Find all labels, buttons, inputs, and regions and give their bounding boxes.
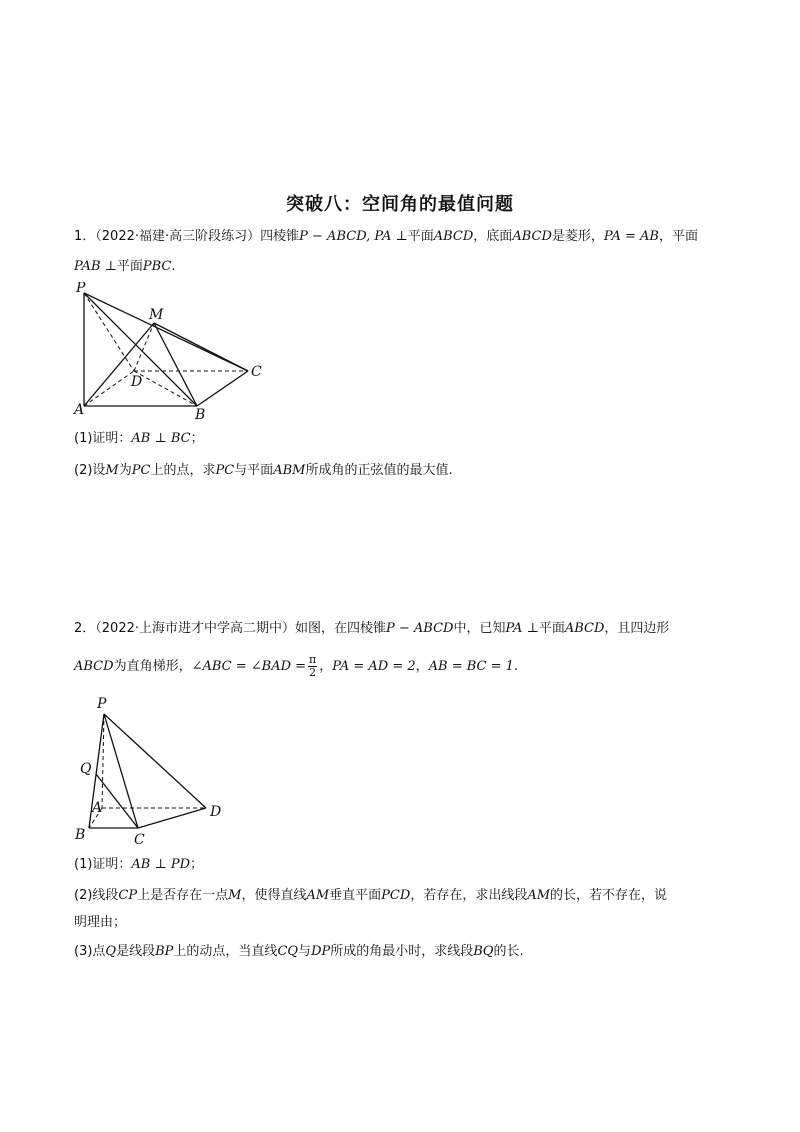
- q2-math: AB ⊥ PD: [131, 857, 191, 872]
- q2-text: 所成的角最小时，求线段: [330, 944, 474, 959]
- q1-math: P − ABCD, PA ⊥: [299, 229, 408, 244]
- q2-part-2: [74, 887, 667, 905]
- q1-text: ，底面: [473, 229, 513, 244]
- q2-text: ，: [415, 659, 429, 674]
- q1-label-D: D: [131, 374, 143, 390]
- q2-label-A: A: [92, 800, 103, 816]
- q2-label-B: B: [75, 827, 86, 843]
- q2-math: Q: [105, 944, 117, 959]
- q1-stem-line-2: [74, 258, 176, 276]
- q1-text: ，平面: [658, 229, 698, 244]
- q2-part1-label: (1)证明：: [74, 857, 132, 872]
- q2-stem-line-1: [74, 620, 669, 638]
- q2-text: 上的动点，当直线: [173, 944, 278, 959]
- q2-text: 与: [298, 944, 312, 959]
- q2-stem-line-2: [74, 654, 518, 679]
- q1-text: (2)设: [74, 463, 106, 478]
- q2-math: PCD: [381, 888, 411, 903]
- q2-math: AB = BC = 1: [428, 659, 514, 674]
- q1-label-P: P: [76, 282, 86, 296]
- q2-text: 上是否存在一点: [137, 888, 229, 903]
- q2-number: 2．: [74, 621, 96, 636]
- q1-text: ；: [190, 431, 204, 446]
- q2-text: 是线段: [116, 944, 156, 959]
- q1-text: 平面: [407, 229, 434, 244]
- q1-text: 平面: [116, 259, 143, 274]
- q1-number: 1．: [74, 229, 96, 244]
- q1-stem-line-1: [74, 228, 698, 246]
- q2-math: PA ⊥: [505, 621, 539, 636]
- q2-label-P: P: [97, 696, 107, 712]
- q2-math: BQ: [473, 944, 494, 959]
- q2-part-2-line-2: [74, 914, 126, 932]
- q2-label-Q: Q: [80, 761, 92, 777]
- q1-math: PC: [215, 463, 235, 478]
- q2-math: ∠ABC = ∠BAD =: [191, 659, 307, 674]
- q2-text: 平面: [538, 621, 565, 636]
- q2-label-C: C: [134, 832, 145, 848]
- q2-frac-den: 2: [309, 666, 317, 679]
- q1-text: 与平面: [234, 463, 274, 478]
- q1-text: 四棱锥: [260, 229, 300, 244]
- q2-text: .: [513, 659, 519, 674]
- q1-label-A: A: [74, 402, 85, 418]
- q2-text: ，且四边形: [604, 621, 670, 636]
- q1-math: PBC: [142, 259, 172, 274]
- q2-text: ，若存在，求出线段: [410, 888, 528, 903]
- q2-text: 的长，若不存在，说: [550, 888, 668, 903]
- q2-pyramid-diagram: [70, 694, 240, 850]
- q2-fraction: [308, 654, 317, 679]
- q2-text: 的长.: [493, 944, 524, 959]
- q2-text: (2)线段: [74, 888, 119, 903]
- q2-math: PA = AD = 2: [332, 659, 416, 674]
- q1-text: 为: [118, 463, 132, 478]
- q2-figure: [70, 694, 240, 854]
- page-title: 突破八：空间角的最值问题: [286, 194, 514, 215]
- q2-text: 中，已知: [453, 621, 506, 636]
- q1-part1-label: (1)证明：: [74, 431, 132, 446]
- q1-math: PAB ⊥: [74, 259, 117, 274]
- q1-part-1: [74, 430, 204, 448]
- q2-math: ABCD: [564, 621, 605, 636]
- q2-source: （2022·上海市进才中学高二期中）: [95, 621, 295, 636]
- q1-source: （2022·福建·高三阶段练习）: [95, 229, 261, 244]
- q1-math: ABCD: [512, 229, 552, 244]
- q1-label-B: B: [195, 407, 206, 422]
- q1-math: ABM: [273, 463, 306, 478]
- q2-frac-num: π: [309, 653, 317, 666]
- q2-math: CP: [118, 888, 138, 903]
- q2-text: 明理由；: [74, 915, 127, 930]
- q1-label-C: C: [251, 364, 262, 380]
- q1-math: PA = AB: [603, 229, 659, 244]
- q2-text: (3)点: [74, 944, 106, 959]
- q2-part-1: [74, 856, 203, 874]
- q1-math: PC: [131, 463, 151, 478]
- q2-math: AM: [306, 888, 330, 903]
- q2-text: 如图，在四棱锥: [295, 621, 387, 636]
- q2-text: ，: [319, 659, 333, 674]
- q1-figure: [70, 282, 270, 426]
- q2-text: ；: [190, 857, 204, 872]
- q2-math: M: [228, 888, 242, 903]
- q2-math: BP: [155, 944, 174, 959]
- q2-text: ，使得直线: [241, 888, 307, 903]
- q2-math: AM: [527, 888, 551, 903]
- q2-text: 垂直平面: [329, 888, 382, 903]
- q2-text: 为直角梯形，: [113, 659, 192, 674]
- q2-math: P − ABCD: [386, 621, 454, 636]
- q2-math: CQ: [277, 944, 299, 959]
- q1-math: M: [105, 463, 119, 478]
- q1-text: .: [171, 259, 176, 274]
- q2-label-D: D: [210, 804, 222, 820]
- q2-math: DP: [311, 944, 331, 959]
- q1-math: ABCD: [433, 229, 474, 244]
- q2-part-3: [74, 943, 524, 961]
- q2-math: ABCD: [74, 659, 114, 674]
- q1-pyramid-diagram: [70, 282, 270, 422]
- q1-text: 所成角的正弦值的最大值.: [305, 463, 453, 478]
- q1-text: 是菱形，: [551, 229, 604, 244]
- q1-math: AB ⊥ BC: [131, 431, 191, 446]
- q1-label-M: M: [149, 307, 164, 323]
- q1-part-2: [74, 462, 453, 480]
- q1-text: 上的点，求: [150, 463, 216, 478]
